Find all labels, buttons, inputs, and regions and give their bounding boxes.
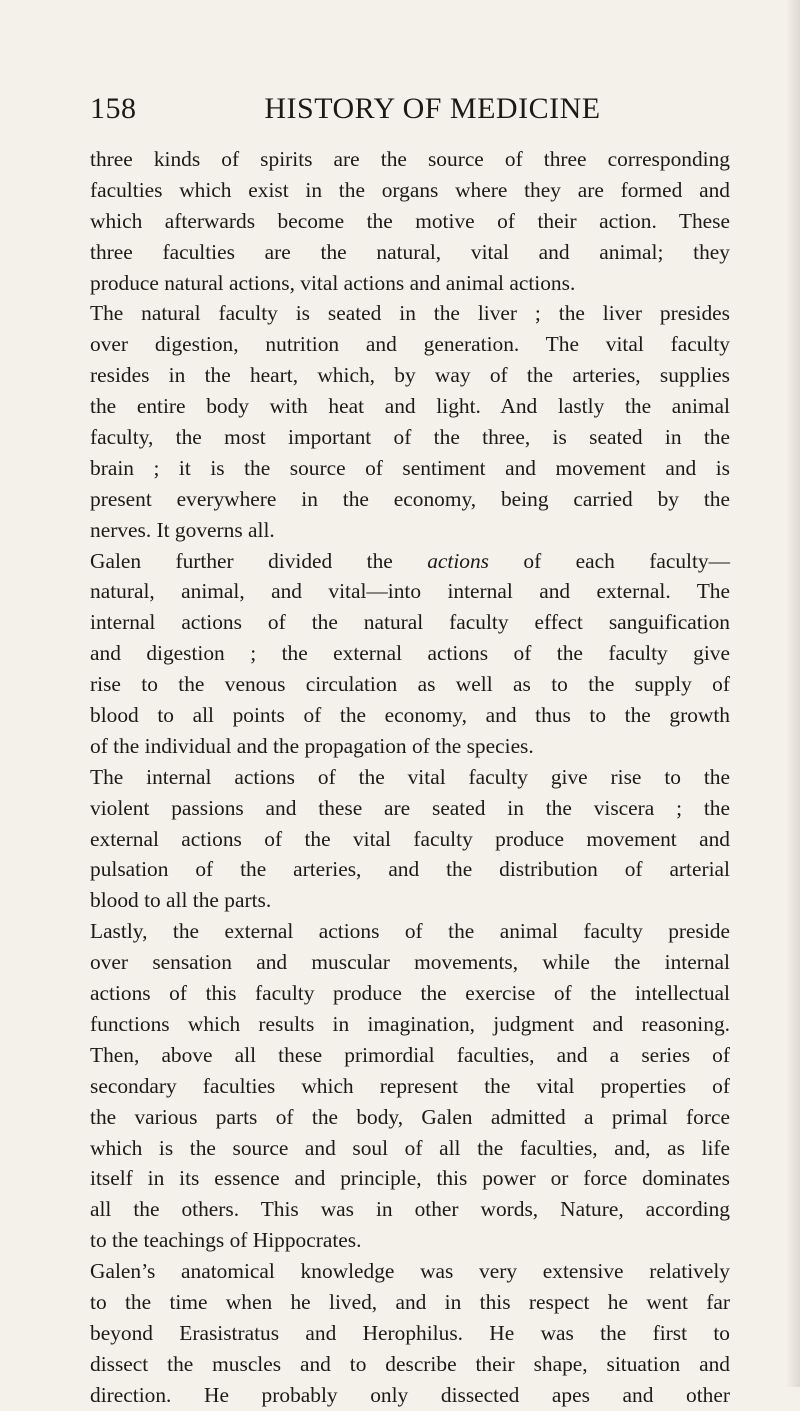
text-line: and digestion ; the external actions of the faculty give xyxy=(90,641,730,666)
text-line: The internal actions of the vital faculty give rise to the xyxy=(90,764,730,789)
text-line: brain ; it is the source of sentiment and movement and is xyxy=(90,455,730,480)
text-line: over sensation and muscular movements, while the internal xyxy=(90,950,730,975)
text-line: blood to all the parts. xyxy=(90,888,272,913)
text-line: faculties which exist in the organs where they are formed and xyxy=(90,177,730,202)
text-line: violent passions and these are seated in the viscera ; the xyxy=(90,795,730,820)
text-line: resides in the heart, which, by way of the arteries, supplies xyxy=(90,363,730,388)
text-line: over digestion, nutrition and generation. The vital faculty xyxy=(90,332,730,357)
text-line: to the time when he lived, and in this respect he went far xyxy=(90,1289,730,1314)
text-line: present everywhere in the economy, being carried by the xyxy=(90,486,730,511)
text-line: internal actions of the natural faculty effect sanguification xyxy=(90,610,730,635)
text-line: beyond Erasistratus and Herophilus. He was the first to xyxy=(90,1320,730,1345)
text-line-with-italic xyxy=(90,546,730,577)
running-title: HISTORY OF MEDICINE xyxy=(264,92,601,125)
text-line: Then, above all these primordial faculties, and a series of xyxy=(90,1042,730,1067)
text-line: external actions of the vital faculty produce movement and xyxy=(90,826,730,851)
text-line: the various parts of the body, Galen admitted a primal force xyxy=(90,1104,730,1129)
text-line: actions of this faculty produce the exercise of the intellectual xyxy=(90,981,730,1006)
line-segment: of each faculty— xyxy=(489,548,730,573)
page-edge-shadow xyxy=(786,0,800,1387)
text-line: itself in its essence and principle, this power or force dominates xyxy=(90,1166,730,1191)
page-number: 158 xyxy=(90,92,137,125)
text-line: blood to all points of the economy, and thus to the growth xyxy=(90,703,730,728)
text-line: to the teachings of Hippocrates. xyxy=(90,1228,362,1253)
text-line: direction. He probably only dissected apes and other xyxy=(90,1382,730,1407)
text-line: of the individual and the propagation of the species. xyxy=(90,733,534,758)
text-line: three faculties are the natural, vital and animal; they xyxy=(90,239,730,264)
page-header xyxy=(90,92,730,132)
text-line: nerves. It governs all. xyxy=(90,517,275,542)
text-line: three kinds of spirits are the source of three corresponding xyxy=(90,147,730,171)
text-line: pulsation of the arteries, and the distribution of arterial xyxy=(90,857,730,882)
body-text xyxy=(90,144,730,1411)
text-line: which is the source and soul of all the faculties, and, as life xyxy=(90,1135,730,1160)
text-line: Galen’s anatomical knowledge was very extensive relatively xyxy=(90,1259,730,1284)
text-line: faculty, the most important of the three, is seated in the xyxy=(90,425,730,450)
italic-word: actions xyxy=(427,548,489,573)
text-line: rise to the venous circulation as well as to the supply of xyxy=(90,672,730,697)
line-segment: Galen further divided the xyxy=(90,548,428,573)
text-line: functions which results in imagination, judgment and reasoning. xyxy=(90,1011,730,1036)
text-line: The natural faculty is seated in the liver ; the liver presides xyxy=(90,301,730,326)
text-line: natural, animal, and vital—into internal and external. The xyxy=(90,579,730,604)
text-line: produce natural actions, vital actions and animal actions. xyxy=(90,270,576,295)
text-line: dissect the muscles and to describe their shape, situation and xyxy=(90,1351,730,1376)
text-line: Lastly, the external actions of the animal faculty preside xyxy=(90,919,730,944)
text-line: secondary faculties which represent the vital properties of xyxy=(90,1073,730,1098)
text-line: all the others. This was in other words, Nature, according xyxy=(90,1197,730,1222)
text-line: which afterwards become the motive of their action. These xyxy=(90,208,730,233)
text-line: the entire body with heat and light. And lastly the animal xyxy=(90,394,730,419)
